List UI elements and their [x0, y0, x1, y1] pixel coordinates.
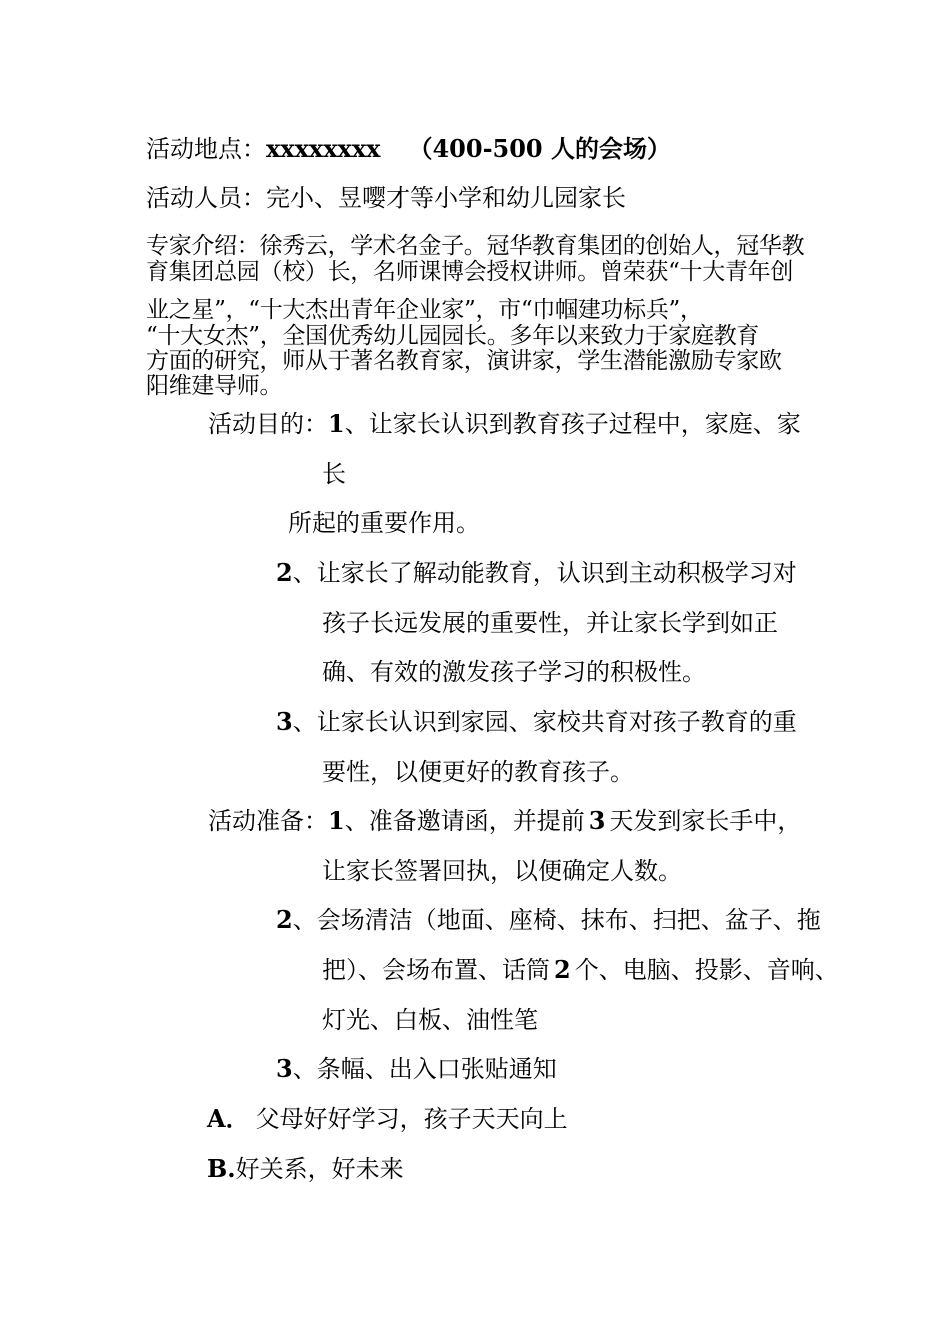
item-number: 1	[328, 409, 345, 438]
preparation-item-3	[276, 1053, 557, 1085]
theme-a	[207, 1103, 568, 1135]
item-text: 孩子长远发展的重要性，并让家长学到如正	[322, 609, 778, 637]
preparation-item-1	[208, 805, 801, 837]
theme-b	[207, 1153, 404, 1185]
item-text: 把）、会场布置、话筒	[322, 956, 550, 984]
item-text: 个、电脑、投影、音响、	[574, 956, 839, 984]
venue-label: 活动地点：	[146, 135, 266, 163]
item-number: 1	[328, 806, 345, 835]
item-text: 所起的重要作用。	[288, 509, 480, 537]
expert-line: 专家介绍：徐秀云，学术名金子。冠华教育集团的创始人，冠华教	[146, 233, 805, 259]
theme-letter: A．	[207, 1104, 250, 1133]
purpose-item-1	[208, 408, 801, 440]
preparation-label: 活动准备：	[208, 807, 328, 835]
expert-line: 方面的研究，师从于著名教育家，演讲家，学生潜能激励专家欧	[146, 348, 782, 374]
item-line	[322, 954, 839, 986]
mic-count: 2	[554, 955, 571, 984]
preparation-item-2	[276, 904, 821, 936]
days-count: 3	[588, 806, 606, 835]
theme-letter: B.	[207, 1154, 236, 1183]
item-text: 灯光、白板、油性笔	[322, 1006, 538, 1034]
item-text: 、让家长了解动能教育，认识到主动积极学习对	[292, 559, 797, 587]
item-number: 3	[276, 1054, 293, 1083]
item-number: 3	[276, 707, 293, 736]
theme-text: 父母好好学习，孩子天天向上	[255, 1105, 568, 1133]
item-text: 、准备邀请函，并提前	[344, 807, 585, 835]
participants-line	[146, 182, 626, 214]
venue-name: xxxxxxxx	[266, 134, 381, 163]
expert-line: 阳维建导师。	[146, 373, 283, 399]
item-text: 、让家长认识到教育孩子过程中，家庭、家	[344, 410, 801, 438]
item-number: 2	[276, 905, 293, 934]
theme-text: 好关系，好未来	[235, 1155, 404, 1183]
expert-line: “十大女杰”，全国优秀幼儿园园长。多年以来致力于家庭教育	[146, 323, 760, 349]
purpose-item-2	[276, 557, 797, 589]
item-text: 长	[322, 460, 346, 488]
item-number: 2	[276, 558, 293, 587]
venue-line	[146, 133, 671, 165]
purpose-item-3	[276, 706, 797, 738]
item-text: 、条幅、出入口张贴通知	[292, 1055, 557, 1083]
participants-value: 完小、昱嘤才等小学和幼儿园家长	[266, 184, 626, 212]
item-text: 、会场清洁（地面、座椅、抹布、扫把、盆子、拖	[292, 906, 821, 934]
expert-line: 业之星”，“十大杰出青年企业家”，市“巾帼建功标兵”，	[146, 297, 703, 323]
item-text: 确、有效的激发孩子学习的积极性。	[322, 658, 706, 686]
item-text: 天发到家长手中，	[609, 807, 802, 835]
expert-line: 育集团总园（校）长，名师课博会授权讲师。曾荣获“十大青年创	[146, 259, 794, 285]
item-text: 、让家长认识到家园、家校共育对孩子教育的重	[292, 708, 797, 736]
item-text: 要性，以便更好的教育孩子。	[322, 758, 634, 786]
participants-label: 活动人员：	[146, 184, 266, 212]
venue-capacity: （400-500 人的会场）	[408, 134, 671, 163]
purpose-label: 活动目的：	[208, 410, 328, 438]
item-text: 让家长签署回执，以便确定人数。	[322, 857, 682, 885]
